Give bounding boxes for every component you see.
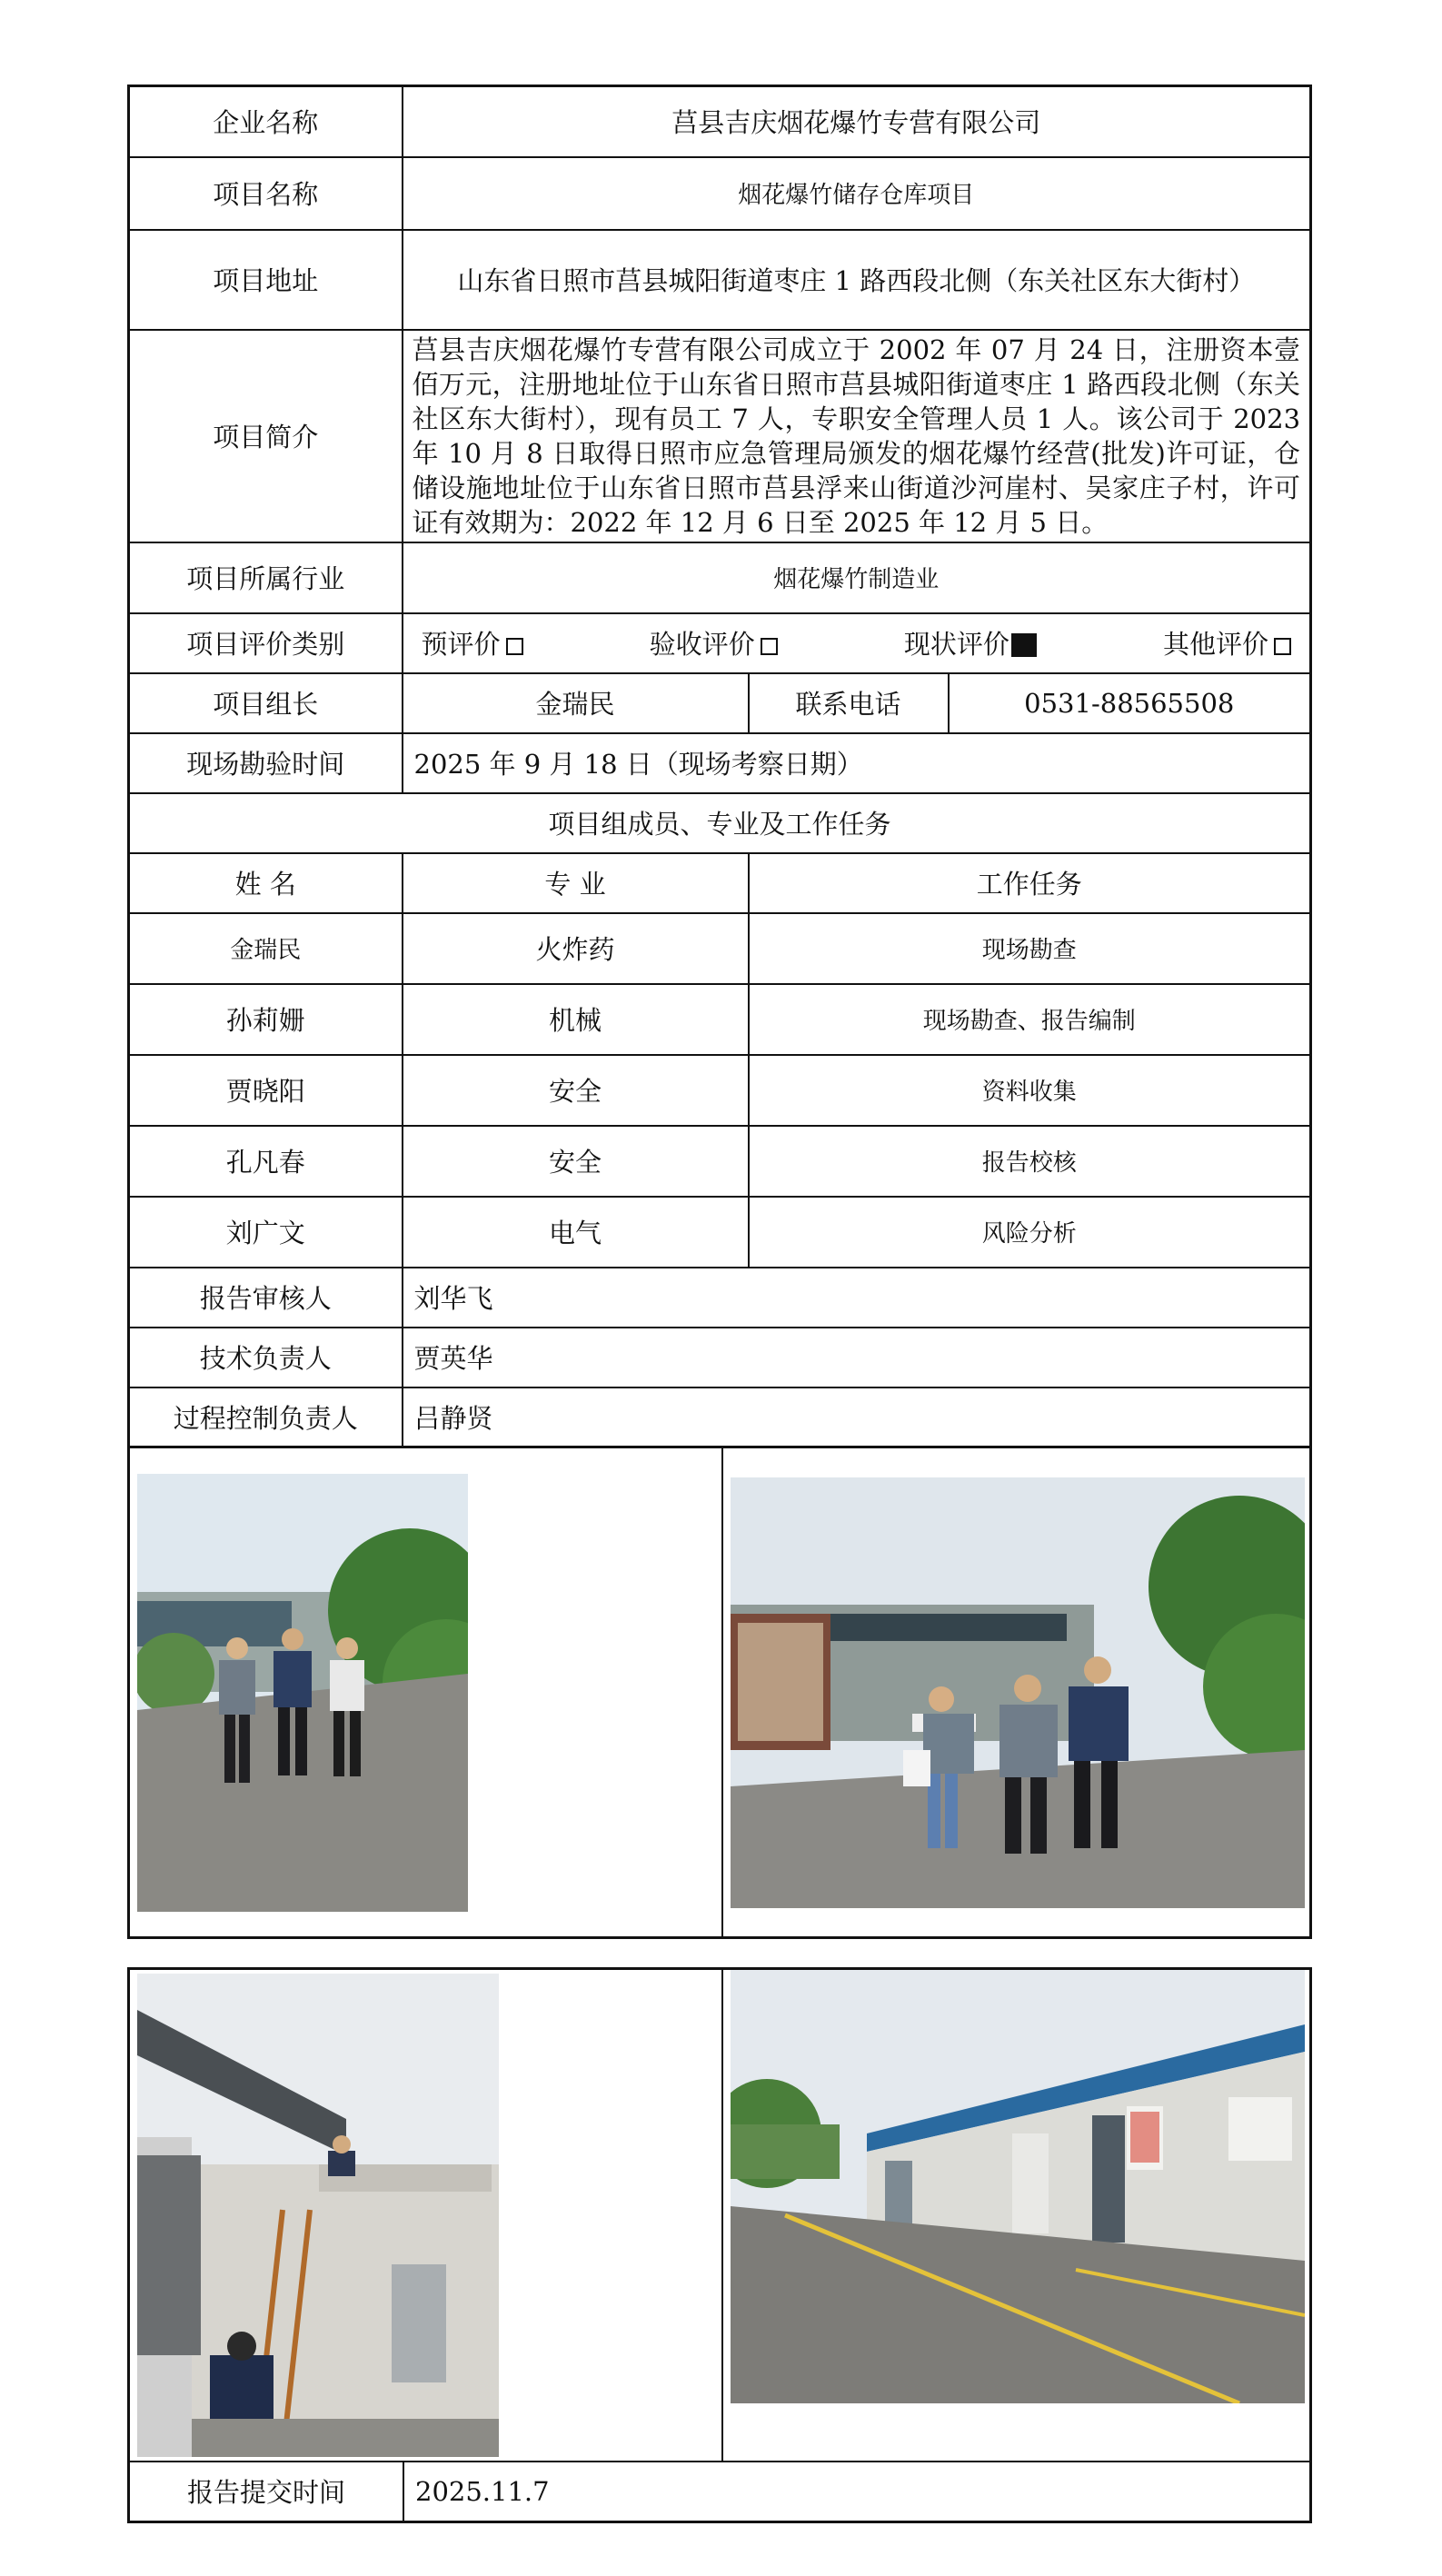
team-header-task: 工作任务 — [749, 853, 1311, 913]
member-task: 资料收集 — [749, 1055, 1311, 1126]
eval-option-other[interactable] — [1163, 624, 1291, 661]
submit-cell — [129, 2462, 1311, 2522]
photo-cell-right — [722, 1447, 1311, 1938]
eval-label: 项目评价类别 — [129, 613, 403, 673]
company-row — [129, 86, 1311, 157]
photo-table-2 — [127, 1967, 1312, 2523]
survey-label: 现场勘验时间 — [129, 733, 403, 793]
process-row — [129, 1387, 1311, 1447]
address-row — [129, 230, 1311, 330]
eval-option-acceptance-label: 验收评价 — [649, 629, 755, 660]
photo-cell-left — [129, 1447, 722, 1938]
eval-option-status-label: 现状评价 — [903, 629, 1009, 660]
team-section-title: 项目组成员、专业及工作任务 — [129, 793, 1311, 853]
photo-cell-left — [129, 1969, 722, 2462]
eval-option-acceptance[interactable] — [650, 624, 778, 661]
industry-label: 项目所属行业 — [129, 542, 403, 613]
tech-value: 贾英华 — [403, 1328, 1311, 1387]
photo-cell-right — [722, 1969, 1311, 2462]
project-label: 项目名称 — [129, 157, 403, 230]
site-photo-team-1 — [137, 1474, 468, 1912]
industry-value: 烟花爆竹制造业 — [403, 542, 1311, 613]
intro-row — [129, 330, 1311, 542]
eval-option-other-label: 其他评价 — [1162, 629, 1268, 660]
reviewer-row — [129, 1268, 1311, 1328]
team-title-row — [129, 793, 1311, 853]
leader-label: 项目组长 — [129, 673, 403, 733]
process-label: 过程控制负责人 — [129, 1387, 403, 1447]
leader-row — [129, 673, 1311, 733]
table-row — [129, 913, 1311, 984]
table-row — [129, 1126, 1311, 1197]
site-photo-team-2 — [731, 1477, 1305, 1908]
member-task: 现场勘查 — [749, 913, 1311, 984]
member-task: 报告校核 — [749, 1126, 1311, 1197]
project-row — [129, 157, 1311, 230]
phone-label: 联系电话 — [749, 673, 949, 733]
member-task: 风险分析 — [749, 1197, 1311, 1268]
member-major: 安全 — [403, 1055, 749, 1126]
member-name: 贾晓阳 — [129, 1055, 403, 1126]
eval-option-pre-label: 预评价 — [421, 629, 501, 660]
industry-row — [129, 542, 1311, 613]
checkbox-filled-icon — [1011, 633, 1037, 657]
photo-table-1 — [127, 1446, 1312, 1939]
process-value: 吕静贤 — [403, 1387, 1311, 1447]
member-major: 电气 — [403, 1197, 749, 1268]
table-row — [129, 984, 1311, 1055]
team-header-name: 姓 名 — [129, 853, 403, 913]
submit-value: 2025.11.7 — [415, 2475, 550, 2507]
address-value: 山东省日照市莒县城阳街道枣庄 1 路西段北侧（东关社区东大街村） — [403, 230, 1311, 330]
tech-row — [129, 1328, 1311, 1387]
member-major: 火炸药 — [403, 913, 749, 984]
checkbox-empty-icon — [506, 638, 523, 655]
reviewer-value: 刘华飞 — [403, 1268, 1311, 1328]
phone-value: 0531-88565508 — [949, 673, 1311, 733]
team-header-row — [129, 853, 1311, 913]
table-row — [129, 1055, 1311, 1126]
project-value: 烟花爆竹储存仓库项目 — [403, 157, 1311, 230]
intro-label: 项目简介 — [129, 330, 403, 542]
survey-value: 2025 年 9 月 18 日（现场考察日期） — [403, 733, 1311, 793]
intro-value: 莒县吉庆烟花爆竹专营有限公司成立于 2002 年 07 月 24 日，注册资本壹佰万元，注册地址位于山东省日照市莒县城阳街道枣庄 1 路西段北侧（东关社区东大街村），现有员工 7 人，专职安全管理人员 1 人。该公司于 2023 年 10 月 8 日取得日照市应急管理局颁发的烟花爆竹经营(批发)许可证，仓储设施地址位于山东省日照市莒县浮来山街道沙河崖村、吴家庄子村，许可证有效期为：2022 年 12 月 6 日至 2025 年 12 月 5 日。 — [403, 330, 1311, 542]
member-major: 安全 — [403, 1126, 749, 1197]
submit-row — [129, 2462, 1311, 2522]
eval-options — [403, 613, 1311, 673]
eval-option-pre[interactable] — [422, 624, 523, 661]
member-name: 金瑞民 — [129, 913, 403, 984]
team-header-major: 专 业 — [403, 853, 749, 913]
member-task: 现场勘查、报告编制 — [749, 984, 1311, 1055]
submit-label: 报告提交时间 — [130, 2462, 404, 2521]
member-name: 孙莉姗 — [129, 984, 403, 1055]
eval-option-status[interactable] — [904, 624, 1037, 661]
report-sheet — [127, 85, 1309, 2523]
project-info-table — [127, 85, 1312, 1448]
table-row — [129, 1197, 1311, 1268]
site-photo-warehouse — [731, 1970, 1305, 2403]
site-photo-inspection — [137, 1974, 499, 2457]
address-label: 项目地址 — [129, 230, 403, 330]
leader-value: 金瑞民 — [403, 673, 749, 733]
tech-label: 技术负责人 — [129, 1328, 403, 1387]
survey-row — [129, 733, 1311, 793]
reviewer-label: 报告审核人 — [129, 1268, 403, 1328]
company-label: 企业名称 — [129, 86, 403, 157]
eval-row — [129, 613, 1311, 673]
member-name: 刘广文 — [129, 1197, 403, 1268]
member-name: 孔凡春 — [129, 1126, 403, 1197]
member-major: 机械 — [403, 984, 749, 1055]
checkbox-empty-icon — [1274, 638, 1291, 655]
company-value: 莒县吉庆烟花爆竹专营有限公司 — [403, 86, 1311, 157]
checkbox-empty-icon — [761, 638, 778, 655]
